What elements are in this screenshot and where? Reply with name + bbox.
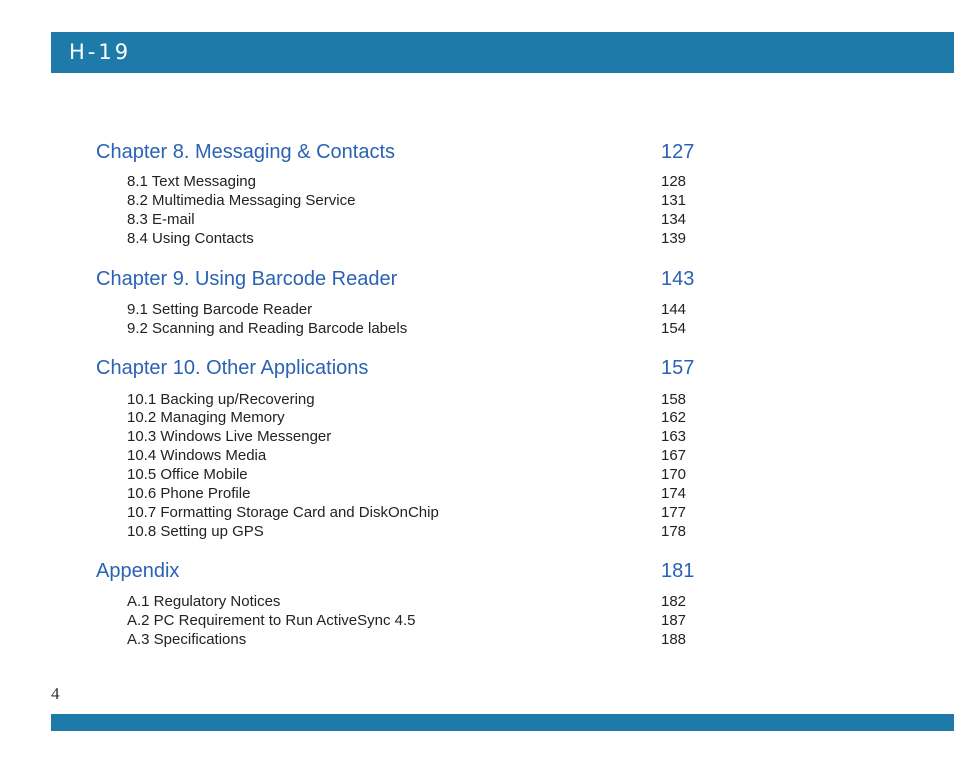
toc-entry[interactable] [127, 172, 707, 191]
entry-page: 158 [661, 391, 687, 408]
chapter-title: Appendix [96, 560, 180, 582]
entry-page: 139 [661, 230, 687, 247]
entry-page: 174 [661, 485, 687, 502]
entry-page: 187 [661, 612, 687, 629]
entry-page: 144 [661, 301, 687, 318]
toc-entry[interactable] [127, 592, 707, 611]
chapter-page: 157 [661, 357, 695, 379]
toc-entry[interactable] [127, 427, 707, 446]
entry-page: 131 [661, 192, 687, 209]
entry-title: 10.1 Backing up/Recovering [127, 391, 315, 408]
toc-entry[interactable] [127, 229, 707, 248]
entry-page: 178 [661, 523, 687, 540]
model-title: H-19 [69, 40, 132, 64]
entry-page: 182 [661, 593, 687, 610]
entry-title: 10.4 Windows Media [127, 447, 267, 464]
toc-appendix[interactable] [96, 559, 706, 583]
entry-title: A.3 Specifications [127, 631, 247, 648]
header-bar [51, 32, 954, 73]
toc-entry[interactable] [127, 446, 707, 465]
entry-title: 8.3 E-mail [127, 211, 195, 228]
toc-chapter-9[interactable] [96, 267, 706, 291]
toc-entry[interactable] [127, 522, 707, 541]
entry-title: 9.1 Setting Barcode Reader [127, 301, 313, 318]
toc-entry[interactable] [127, 319, 707, 338]
toc-entry[interactable] [127, 630, 707, 649]
entry-title: 8.1 Text Messaging [127, 173, 256, 190]
toc-entry[interactable] [127, 300, 707, 319]
entry-page: 163 [661, 428, 687, 445]
entry-title: 8.4 Using Contacts [127, 230, 254, 247]
entry-page: 134 [661, 211, 687, 228]
entry-title: A.2 PC Requirement to Run ActiveSync 4.5 [127, 612, 416, 629]
toc-entry[interactable] [127, 611, 707, 630]
toc-entry[interactable] [127, 191, 707, 210]
entry-title: 10.7 Formatting Storage Card and DiskOnChip [127, 504, 439, 521]
entry-title: 9.2 Scanning and Reading Barcode labels [127, 320, 408, 337]
page-number: 4 [51, 684, 60, 703]
entry-page: 177 [661, 504, 687, 521]
entry-title: 10.5 Office Mobile [127, 466, 248, 483]
entry-page: 162 [661, 409, 687, 426]
entry-page: 167 [661, 447, 687, 464]
chapter-page: 143 [661, 268, 695, 290]
footer-bar [51, 714, 954, 731]
entry-title: A.1 Regulatory Notices [127, 593, 281, 610]
chapter-title: Chapter 10. Other Applications [96, 357, 369, 379]
toc-entry[interactable] [127, 210, 707, 229]
entry-page: 154 [661, 320, 687, 337]
entry-title: 10.6 Phone Profile [127, 485, 251, 502]
toc-entry[interactable] [127, 465, 707, 484]
toc-entry[interactable] [127, 503, 707, 522]
entry-page: 188 [661, 631, 687, 648]
toc-entry[interactable] [127, 484, 707, 503]
entry-page: 128 [661, 173, 687, 190]
chapter-page: 127 [661, 141, 695, 163]
chapter-page: 181 [661, 560, 695, 582]
toc-entry[interactable] [127, 408, 707, 427]
toc-entry[interactable] [127, 390, 707, 409]
toc-chapter-10[interactable] [96, 356, 706, 380]
entry-title: 10.3 Windows Live Messenger [127, 428, 332, 445]
entry-title: 8.2 Multimedia Messaging Service [127, 192, 356, 209]
chapter-title: Chapter 9. Using Barcode Reader [96, 268, 398, 290]
entry-title: 10.2 Managing Memory [127, 409, 285, 426]
chapter-title: Chapter 8. Messaging & Contacts [96, 141, 396, 163]
entry-page: 170 [661, 466, 687, 483]
toc-chapter-8[interactable] [96, 140, 706, 164]
entry-title: 10.8 Setting up GPS [127, 523, 264, 540]
